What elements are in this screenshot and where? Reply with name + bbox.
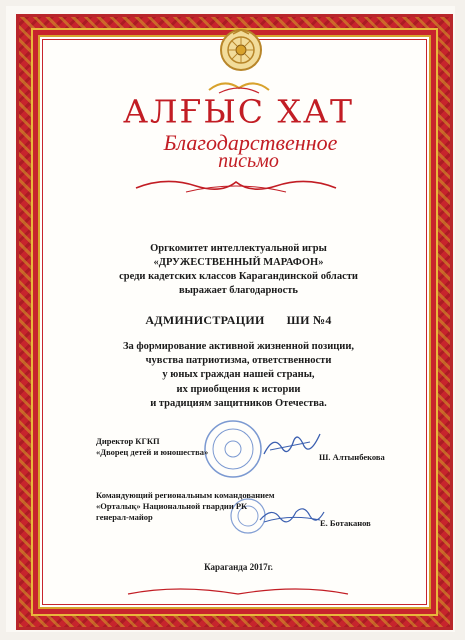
commander-role — [96, 490, 275, 523]
merit-line: За формирование активной жизненной позиции, — [122, 341, 355, 352]
director-name: Ш. Алтынбекова — [319, 452, 385, 462]
title-swirl-ornament-icon — [126, 174, 346, 196]
merit-line: и традициям защитников Отечества. — [150, 397, 327, 409]
certificate-title-russian-line1: Благодарственное — [163, 130, 338, 155]
director-signature-icon — [260, 428, 324, 462]
commander-role-line: генерал-майор — [96, 512, 153, 522]
certificate-sheet — [6, 6, 455, 632]
commander-role-line: Командующий региональным командованием — [96, 490, 275, 500]
recipient-part: АДМИНИСТРАЦИИ — [145, 313, 265, 327]
commander-name: Е. Ботаканов — [320, 518, 371, 528]
bottom-ornament-icon — [118, 584, 358, 600]
organizer-text — [46, 242, 431, 298]
director-role-line: Директор КГКП — [96, 436, 160, 446]
merit-text — [46, 340, 431, 411]
merit-line: у юных граждан нашей страны, — [162, 369, 315, 381]
organizer-line: выражает благодарность — [179, 285, 298, 296]
official-stamp-icon — [202, 418, 264, 480]
certificate-title-russian-line2: письмо — [218, 150, 279, 172]
kazakhstan-emblem-icon — [219, 28, 263, 72]
director-role — [96, 436, 208, 458]
recipient-heading — [46, 313, 431, 328]
organizer-line: Оргкомитет интеллектуальной игры — [150, 243, 327, 254]
organizer-line: «ДРУЖЕСТВЕННЫЙ МАРАФОН» — [153, 257, 324, 268]
commander-role-line: «Орталық» Национальной гвардии РК — [96, 501, 248, 511]
recipient-part: ШИ №4 — [286, 313, 332, 327]
merit-line: их приобщения к истории — [176, 383, 301, 395]
merit-line: чувства патриотизма, ответственности — [145, 355, 332, 367]
place-and-date: Караганда 2017г. — [204, 562, 273, 572]
director-role-line: «Дворец детей и юношества» — [96, 447, 209, 457]
organizer-line: среди кадетских классов Карагандинской области — [119, 271, 358, 282]
certificate-title-kazakh: АЛҒЫС ХАТ — [122, 92, 355, 131]
